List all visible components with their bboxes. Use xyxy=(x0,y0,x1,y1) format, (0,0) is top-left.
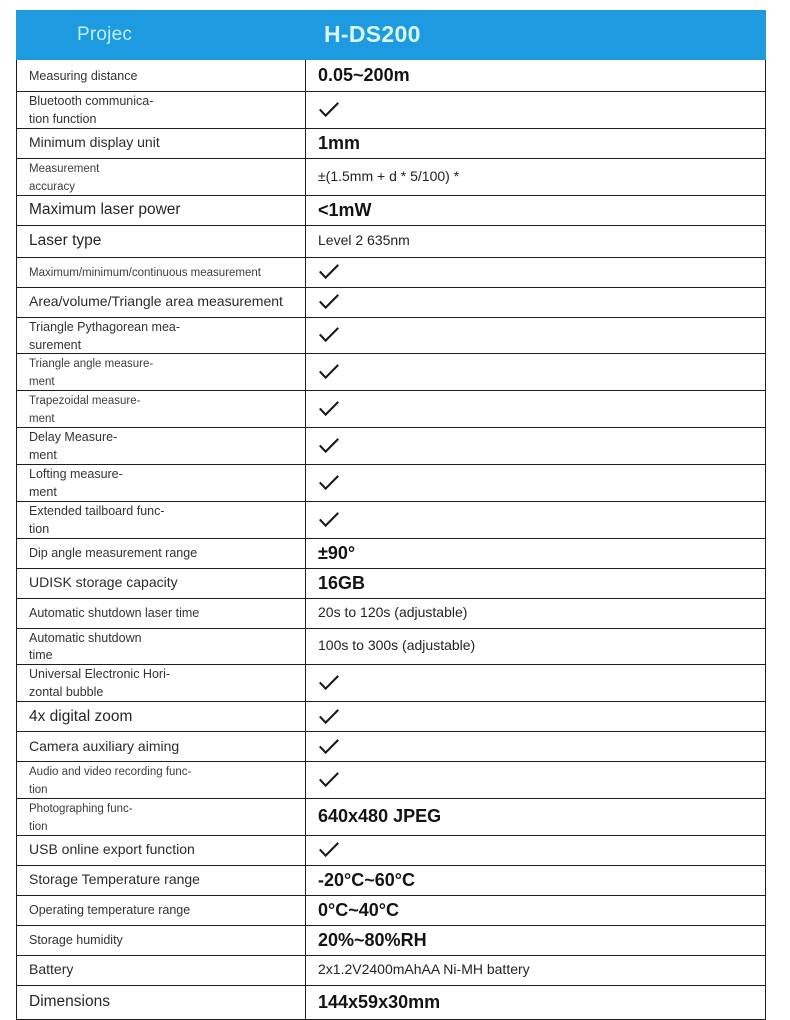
spec-label-cell xyxy=(17,568,306,598)
table-row xyxy=(17,985,766,1019)
check-icon xyxy=(318,841,340,859)
spec-value-text: 1mm xyxy=(318,132,361,153)
spec-value-cell xyxy=(306,391,766,428)
spec-label-text: Extended tailboard func- tion xyxy=(29,503,165,536)
spec-value-cell xyxy=(306,501,766,538)
spec-label-cell xyxy=(17,702,306,732)
table-row xyxy=(17,762,766,799)
table-row xyxy=(17,354,766,391)
spec-value-cell xyxy=(306,158,766,195)
table-row xyxy=(17,60,766,92)
spec-label-cell xyxy=(17,538,306,568)
spec-label-text: Photographing func- tion xyxy=(29,802,133,833)
spec-label-cell xyxy=(17,158,306,195)
spec-label-text: Minimum display unit xyxy=(29,134,160,151)
spec-label-cell xyxy=(17,195,306,225)
spec-label-cell xyxy=(17,835,306,865)
check-icon xyxy=(318,326,340,344)
specification-table xyxy=(16,10,766,1020)
spec-value-text: 0.05~200m xyxy=(318,65,410,86)
check-icon xyxy=(318,363,340,381)
spec-value-text: 20%~80%RH xyxy=(318,929,427,950)
table-row xyxy=(17,798,766,835)
spec-label-cell xyxy=(17,287,306,317)
spec-value-text: ±90° xyxy=(318,542,356,563)
check-icon xyxy=(318,511,340,529)
spec-label-cell xyxy=(17,732,306,762)
table-row xyxy=(17,732,766,762)
check-icon xyxy=(318,437,340,455)
spec-label-text: Dip angle measurement range xyxy=(29,546,198,561)
spec-label-text: Storage Temperature range xyxy=(29,871,200,888)
check-icon xyxy=(318,101,340,119)
spec-label-cell xyxy=(17,955,306,985)
spec-label-cell xyxy=(17,92,306,129)
spec-label-text: Automatic shutdown time xyxy=(29,630,142,663)
spec-label-text: Delay Measure- ment xyxy=(29,430,118,462)
header-cell-model xyxy=(306,11,766,60)
table-row xyxy=(17,195,766,225)
table-row xyxy=(17,501,766,538)
spec-value-cell xyxy=(306,865,766,895)
spec-label-text: 4x digital zoom xyxy=(29,707,133,725)
spec-label-cell xyxy=(17,762,306,799)
spec-value-cell xyxy=(306,665,766,702)
check-icon xyxy=(318,400,340,418)
spec-label-text: Operating temperature range xyxy=(29,903,191,918)
table-row xyxy=(17,128,766,158)
spec-label-cell xyxy=(17,798,306,835)
table-row xyxy=(17,257,766,287)
spec-label-text: Area/volume/Triangle area measurement xyxy=(29,293,283,310)
spec-label-cell xyxy=(17,464,306,501)
table-row xyxy=(17,665,766,702)
table-row xyxy=(17,568,766,598)
spec-value-text: 2x1.2V2400mAhAA Ni-MH battery xyxy=(318,961,530,978)
spec-label-cell xyxy=(17,598,306,628)
check-icon xyxy=(318,771,340,789)
check-icon xyxy=(318,708,340,726)
spec-label-text: Measurement accuracy xyxy=(29,162,100,193)
spec-value-cell xyxy=(306,60,766,92)
header-row xyxy=(17,11,766,60)
table-body xyxy=(17,60,766,1020)
spec-value-text: -20°C~60°C xyxy=(318,869,415,890)
spec-label-cell xyxy=(17,257,306,287)
table-row xyxy=(17,158,766,195)
spec-value-cell xyxy=(306,464,766,501)
check-icon xyxy=(318,474,340,492)
spec-label-text: Triangle Pythagorean mea- surement xyxy=(29,319,181,352)
spec-value-cell xyxy=(306,955,766,985)
spec-label-cell xyxy=(17,428,306,465)
spec-label-cell xyxy=(17,665,306,702)
spec-value-cell xyxy=(306,925,766,955)
spec-label-cell xyxy=(17,985,306,1019)
table-row xyxy=(17,92,766,129)
table-row xyxy=(17,925,766,955)
spec-label-text: Dimensions xyxy=(29,993,110,1011)
spec-label-text: Maximum/minimum/continuous measurement xyxy=(29,267,261,280)
spec-label-cell xyxy=(17,128,306,158)
spec-value-cell xyxy=(306,702,766,732)
spec-value-cell xyxy=(306,195,766,225)
spec-label-text: Universal Electronic Hori- zontal bubble xyxy=(29,667,171,700)
spec-label-cell xyxy=(17,60,306,92)
check-icon xyxy=(318,263,340,281)
spec-value-text: <1mW xyxy=(318,199,372,220)
header-cell-project xyxy=(17,11,306,60)
table-row xyxy=(17,317,766,354)
spec-value-cell xyxy=(306,598,766,628)
spec-value-cell xyxy=(306,568,766,598)
table-row xyxy=(17,702,766,732)
table-row xyxy=(17,955,766,985)
spec-label-text: Bluetooth communica- tion function xyxy=(29,94,154,126)
spec-value-cell xyxy=(306,317,766,354)
spec-label-text: Maximum laser power xyxy=(29,201,181,219)
table-row xyxy=(17,835,766,865)
header-label-project: Projec xyxy=(77,24,133,46)
spec-value-cell xyxy=(306,732,766,762)
spec-label-text: Storage humidity xyxy=(29,933,123,948)
spec-value-text: 640x480 JPEG xyxy=(318,806,442,827)
spec-value-cell xyxy=(306,895,766,925)
check-icon xyxy=(318,293,340,311)
spec-label-text: UDISK storage capacity xyxy=(29,574,178,591)
table-row xyxy=(17,391,766,428)
spec-value-text: 100s to 300s (adjustable) xyxy=(318,637,476,654)
spec-label-cell xyxy=(17,317,306,354)
header-label-model: H-DS200 xyxy=(324,21,421,48)
spec-value-text: ±(1.5mm + d * 5/100) * xyxy=(318,167,460,184)
spec-value-cell xyxy=(306,354,766,391)
table-row xyxy=(17,428,766,465)
table-row xyxy=(17,598,766,628)
table-row xyxy=(17,538,766,568)
check-icon xyxy=(318,738,340,756)
spec-label-cell xyxy=(17,225,306,257)
spec-value-text: 144x59x30mm xyxy=(318,991,441,1012)
spec-value-text: 0°C~40°C xyxy=(318,899,399,920)
table-row xyxy=(17,464,766,501)
spec-value-cell xyxy=(306,628,766,665)
table-row xyxy=(17,628,766,665)
spec-label-cell xyxy=(17,925,306,955)
spec-label-text: USB online export function xyxy=(29,841,195,858)
spec-value-cell xyxy=(306,287,766,317)
check-icon xyxy=(318,674,340,692)
table-row xyxy=(17,287,766,317)
spec-value-text: 20s to 120s (adjustable) xyxy=(318,604,468,621)
spec-label-text: Trapezoidal measure- ment xyxy=(29,395,141,426)
spec-label-text: Camera auxiliary aiming xyxy=(29,737,180,754)
spec-value-cell xyxy=(306,762,766,799)
spec-label-cell xyxy=(17,865,306,895)
spec-value-text: Level 2 635nm xyxy=(318,232,410,249)
spec-label-text: Laser type xyxy=(29,232,102,250)
spec-label-cell xyxy=(17,501,306,538)
spec-value-cell xyxy=(306,835,766,865)
spec-value-cell xyxy=(306,985,766,1019)
spec-value-cell xyxy=(306,538,766,568)
spec-label-text: Lofting measure- ment xyxy=(29,466,123,499)
spec-value-cell xyxy=(306,257,766,287)
spec-value-cell xyxy=(306,225,766,257)
spec-label-cell xyxy=(17,895,306,925)
spec-label-text: Audio and video recording func- tion xyxy=(29,766,192,797)
spec-value-text: 16GB xyxy=(318,572,366,593)
spec-label-text: Triangle angle measure- ment xyxy=(29,358,154,389)
table-row xyxy=(17,895,766,925)
spec-value-cell xyxy=(306,428,766,465)
spec-label-cell xyxy=(17,628,306,665)
spec-label-text: Battery xyxy=(29,961,74,978)
spec-value-cell xyxy=(306,798,766,835)
table-row xyxy=(17,225,766,257)
spec-label-text: Automatic shutdown laser time xyxy=(29,606,200,621)
spec-label-text: Measuring distance xyxy=(29,68,138,83)
spec-value-cell xyxy=(306,92,766,129)
spec-label-cell xyxy=(17,354,306,391)
spec-label-cell xyxy=(17,391,306,428)
spec-value-cell xyxy=(306,128,766,158)
table-header xyxy=(17,11,766,60)
specification-table-container xyxy=(16,10,765,1020)
table-row xyxy=(17,865,766,895)
